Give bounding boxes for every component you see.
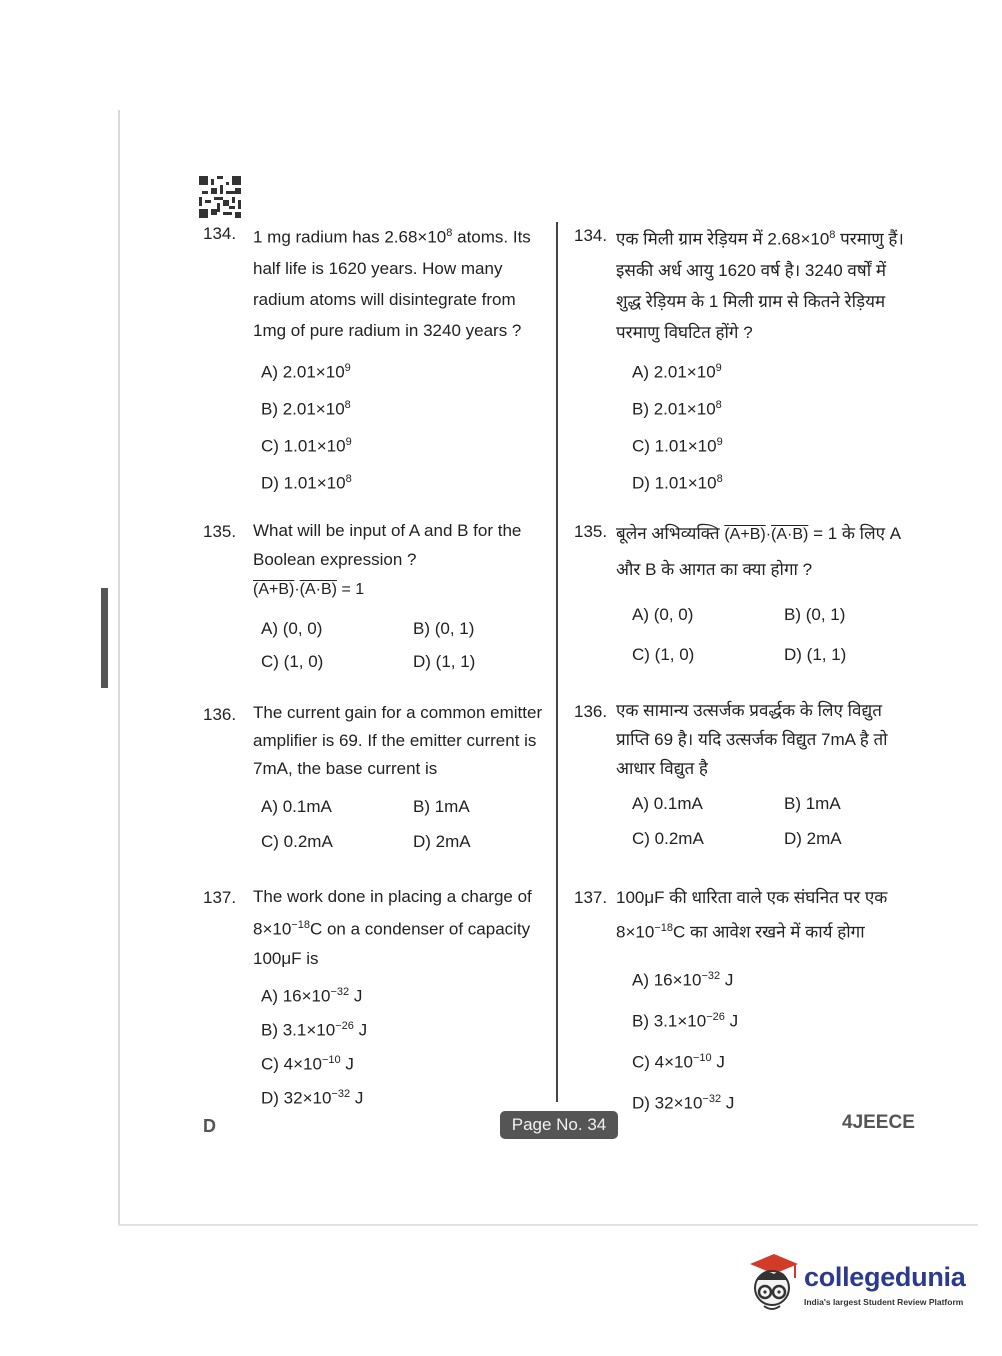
option-a: A) $2.01\times 10^9$ — [261, 361, 351, 382]
question-number: 136. — [574, 702, 608, 721]
question-number: 135. — [203, 522, 237, 541]
option-a: A) 0.1mA — [632, 794, 703, 813]
option-b: B) $2.01\times 10^8$ — [632, 398, 722, 419]
option-d: D) (1, 1) — [413, 652, 476, 671]
page-scan-edge — [118, 110, 120, 1225]
question-135-en — [203, 516, 543, 678]
question-text: The current gain for a common emitter amplifier is 69. If the emitter current is 7mA, the base current is — [253, 703, 543, 778]
option-c: C) 0.2mA — [632, 829, 704, 848]
option-b: B) $2.01\times 10^8$ — [261, 398, 351, 419]
column-divider — [556, 222, 558, 1102]
option-d: D) $32\times 10^{-32}$ J — [261, 1087, 364, 1108]
question-text: एक सामान्य उत्सर्जक प्रवर्द्धक के लिए विद्युत प्राप्ति 69 है। यदि उत्सर्जक विद्युत 7mA है तो आधार विद्युत है — [616, 701, 888, 778]
logo-tagline: India's largest Student Review Platform — [804, 1297, 964, 1307]
question-number: 137. — [203, 888, 237, 907]
option-c: C) $1.01\times 10^9$ — [632, 435, 723, 456]
question-number: 134. — [574, 226, 608, 245]
question-number: 136. — [203, 705, 237, 724]
option-c: C) (1, 0) — [261, 652, 324, 671]
option-b: B) (0, 1) — [784, 605, 846, 624]
binding-mark — [101, 588, 108, 688]
question-text: एक मिली ग्राम रेड़ियम में $2.68\times 10^8$ परमाणु हैं। इसकी अर्ध आयु 1620 वर्ष है। 3240 वर्षों में शुद्ध रेड़ियम के 1 मिली ग्राम से कितने रेड़ियम परमाणु विघटित होंगे ? — [616, 229, 904, 342]
question-135-hi — [574, 516, 914, 675]
page-scan-bottom-edge — [118, 1224, 978, 1226]
option-d: D) (1, 1) — [784, 645, 847, 664]
question-text: बूलेन अभिव्यक्ति (A+B)·(A·B) = 1 के लिए A और B के आगत का क्या होगा ? — [616, 524, 901, 579]
question-134-en — [203, 218, 543, 498]
option-d: D) $1.01\times 10^8$ — [632, 472, 723, 493]
boolean-expression: (A+B)·(A·B) — [724, 526, 809, 543]
question-text: 100μF की धारिता वाले एक संघनित पर एक $8\times 10^{-18}C$ का आवेश रखने में कार्य होगा — [616, 888, 888, 942]
question-number: 135. — [574, 522, 608, 541]
question-text: What will be input of A and B for the Boolean expression ? (A+B)·(A·B) = 1 — [253, 521, 522, 598]
question-text: 1 mg radium has $2.68\times 10^8$ atoms. Its half life is 1620 years. How many radium atoms will disintegrate from 1mg of pure radium in 3240 years ? — [253, 227, 531, 340]
option-a: A) 0.1mA — [261, 797, 332, 816]
option-c: C) $1.01\times 10^9$ — [261, 435, 352, 456]
option-b: B) $3.1\times 10^{-26}$ J — [261, 1019, 368, 1040]
option-a: A) $16\times 10^{-32}$ J — [632, 969, 734, 990]
option-b: B) (0, 1) — [413, 619, 475, 638]
logo-name: collegedunia — [804, 1262, 966, 1292]
mascot-icon — [744, 1250, 800, 1316]
option-d: D) 2mA — [784, 829, 842, 848]
option-c: C) (1, 0) — [632, 645, 695, 664]
exam-code: 4JEECE — [842, 1112, 915, 1133]
option-a: A) $2.01\times 10^9$ — [632, 361, 722, 382]
option-a: A) (0, 0) — [632, 605, 694, 624]
option-d: D) $32\times 10^{-32}$ J — [632, 1092, 735, 1113]
option-a: A) (0, 0) — [261, 619, 323, 638]
qr-code-icon — [199, 176, 241, 218]
question-136-en — [203, 699, 543, 859]
question-number: 134. — [203, 224, 237, 243]
option-d: D) 2mA — [413, 832, 471, 851]
option-b: B) 1mA — [784, 794, 841, 813]
option-b: B) $3.1\times 10^{-26}$ J — [632, 1010, 739, 1031]
option-b: B) 1mA — [413, 797, 470, 816]
collegedunia-logo — [744, 1250, 970, 1320]
question-number: 137. — [574, 888, 608, 907]
boolean-expression: (A+B)·(A·B) = 1 — [253, 581, 365, 598]
question-136-hi — [574, 696, 914, 856]
option-c: C) $4\times 10^{-10}$ J — [261, 1053, 354, 1074]
question-137-en — [203, 882, 543, 1111]
option-c: C) 0.2mA — [261, 832, 333, 851]
set-code: D — [203, 1116, 216, 1136]
option-c: C) $4\times 10^{-10}$ J — [632, 1051, 725, 1072]
page-number-badge: Page No. 34 — [500, 1111, 618, 1139]
question-text: The work done in placing a charge of $8\times 10^{-18}C$ on a condenser of capacity 100μF is — [253, 887, 532, 968]
question-137-hi — [574, 882, 914, 1120]
question-134-hi — [574, 220, 914, 498]
option-a: A) $16\times 10^{-32}$ J — [261, 985, 363, 1006]
option-d: D) $1.01\times 10^8$ — [261, 472, 352, 493]
